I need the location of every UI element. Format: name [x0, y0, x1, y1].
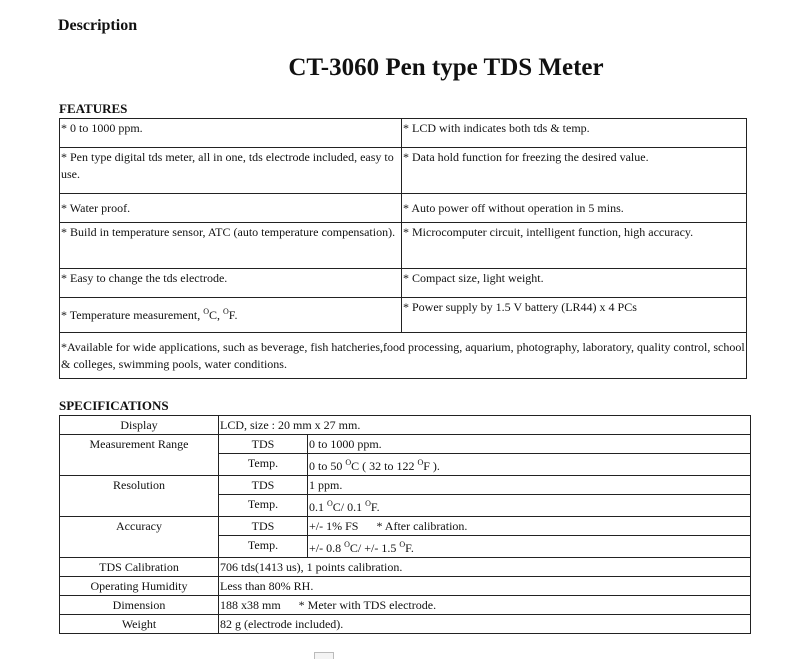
value-part: C/ 0.1	[332, 500, 366, 514]
spec-value	[308, 536, 751, 558]
table-row	[60, 119, 747, 148]
table-row	[60, 194, 747, 223]
spec-sublabel: Temp.	[219, 454, 308, 476]
value-note: * Meter with TDS electrode.	[298, 598, 437, 612]
degree-mark: O	[417, 458, 424, 467]
degree-mark: O	[345, 458, 352, 467]
value-part: +/- 1% FS	[309, 519, 359, 533]
spec-label: Measurement Range	[60, 435, 219, 476]
description-heading: Description	[58, 17, 138, 34]
specifications-table	[59, 415, 751, 634]
spec-sublabel: TDS	[219, 435, 308, 454]
product-title: CT-3060 Pen type TDS Meter	[288, 54, 604, 81]
degree-mark: O	[365, 499, 371, 508]
spec-value	[308, 517, 751, 536]
feature-cell: * LCD with indicates both tds & temp.	[402, 119, 747, 148]
specifications-heading: SPECIFICATIONS	[59, 398, 169, 413]
feature-cell: * Compact size, light weight.	[402, 269, 747, 298]
degree-mark: O	[223, 306, 229, 316]
table-row	[60, 517, 751, 536]
degree-mark: O	[399, 540, 406, 549]
value-part: 188 x38 mm	[220, 598, 281, 612]
value-part: F.	[405, 541, 414, 555]
spec-value	[308, 495, 751, 517]
value-part: F.	[370, 500, 380, 514]
feature-cell: * 0 to 1000 ppm.	[60, 119, 402, 148]
spec-label: Dimension	[60, 596, 219, 615]
features-table	[59, 118, 747, 379]
table-row	[60, 615, 751, 634]
spec-label: Accuracy	[60, 517, 219, 558]
table-row	[60, 577, 751, 596]
spec-label: Display	[60, 416, 219, 435]
unit-f: F.	[228, 307, 238, 322]
features-heading: FEATURES	[59, 101, 128, 116]
spec-label: Operating Humidity	[60, 577, 219, 596]
feature-cell: * Data hold function for freezing the desired value.	[402, 148, 747, 194]
temp-prefix: * Temperature measurement,	[61, 307, 204, 322]
feature-cell: * Auto power off without operation in 5 mins.	[402, 194, 747, 223]
table-row	[60, 435, 751, 454]
value-part: 0 to 50	[309, 459, 346, 473]
degree-mark: O	[344, 540, 350, 549]
spec-sublabel: TDS	[219, 517, 308, 536]
value-part: C/ +/- 1.5	[349, 541, 400, 555]
table-row	[60, 416, 751, 435]
spec-value: 82 g (electrode included).	[219, 615, 751, 634]
spec-sublabel: Temp.	[219, 495, 308, 517]
degree-mark: O	[327, 499, 333, 508]
spec-value	[308, 454, 751, 476]
spec-label: Resolution	[60, 476, 219, 517]
degree-mark: O	[203, 306, 209, 316]
unit-c: C,	[209, 307, 224, 322]
spec-value: Less than 80% RH.	[219, 577, 751, 596]
table-row	[60, 476, 751, 495]
table-row	[60, 223, 747, 269]
table-row	[60, 148, 747, 194]
value-note: * After calibration.	[376, 519, 468, 533]
table-row	[60, 596, 751, 615]
value-part: 0.1	[309, 500, 327, 514]
spec-value: 1 ppm.	[308, 476, 751, 495]
value-part: +/- 0.8	[309, 541, 345, 555]
spec-label: Weight	[60, 615, 219, 634]
spec-value: 0 to 1000 ppm.	[308, 435, 751, 454]
spec-sublabel: Temp.	[219, 536, 308, 558]
value-part: F ).	[423, 459, 440, 473]
feature-cell: * Build in temperature sensor, ATC (auto temperature compensation).	[60, 223, 402, 269]
table-row	[60, 298, 747, 333]
value-part: C ( 32 to 122	[351, 459, 418, 473]
spec-value: 706 tds(1413 us), 1 points calibration.	[219, 558, 751, 577]
spec-value: LCD, size : 20 mm x 27 mm.	[219, 416, 751, 435]
feature-cell-temperature	[60, 298, 402, 333]
feature-cell: * Pen type digital tds meter, all in one, tds electrode included, easy to use.	[60, 148, 402, 194]
table-row	[60, 333, 747, 379]
spec-label: TDS Calibration	[60, 558, 219, 577]
spec-value	[219, 596, 751, 615]
spec-sublabel: TDS	[219, 476, 308, 495]
feature-cell-power: * Power supply by 1.5 V battery (LR44) x 4 PCs	[402, 298, 747, 333]
table-row	[60, 269, 747, 298]
table-row	[60, 558, 751, 577]
feature-cell: * Microcomputer circuit, intelligent function, high accuracy.	[402, 223, 747, 269]
feature-cell-applications: *Available for wide applications, such as beverage, fish hatcheries,food processing, aquarium, photography, laboratory, quality control, school & colleges, swimming pools, water conditions.	[60, 333, 747, 379]
feature-cell: * Water proof.	[60, 194, 402, 223]
feature-cell: * Easy to change the tds electrode.	[60, 269, 402, 298]
